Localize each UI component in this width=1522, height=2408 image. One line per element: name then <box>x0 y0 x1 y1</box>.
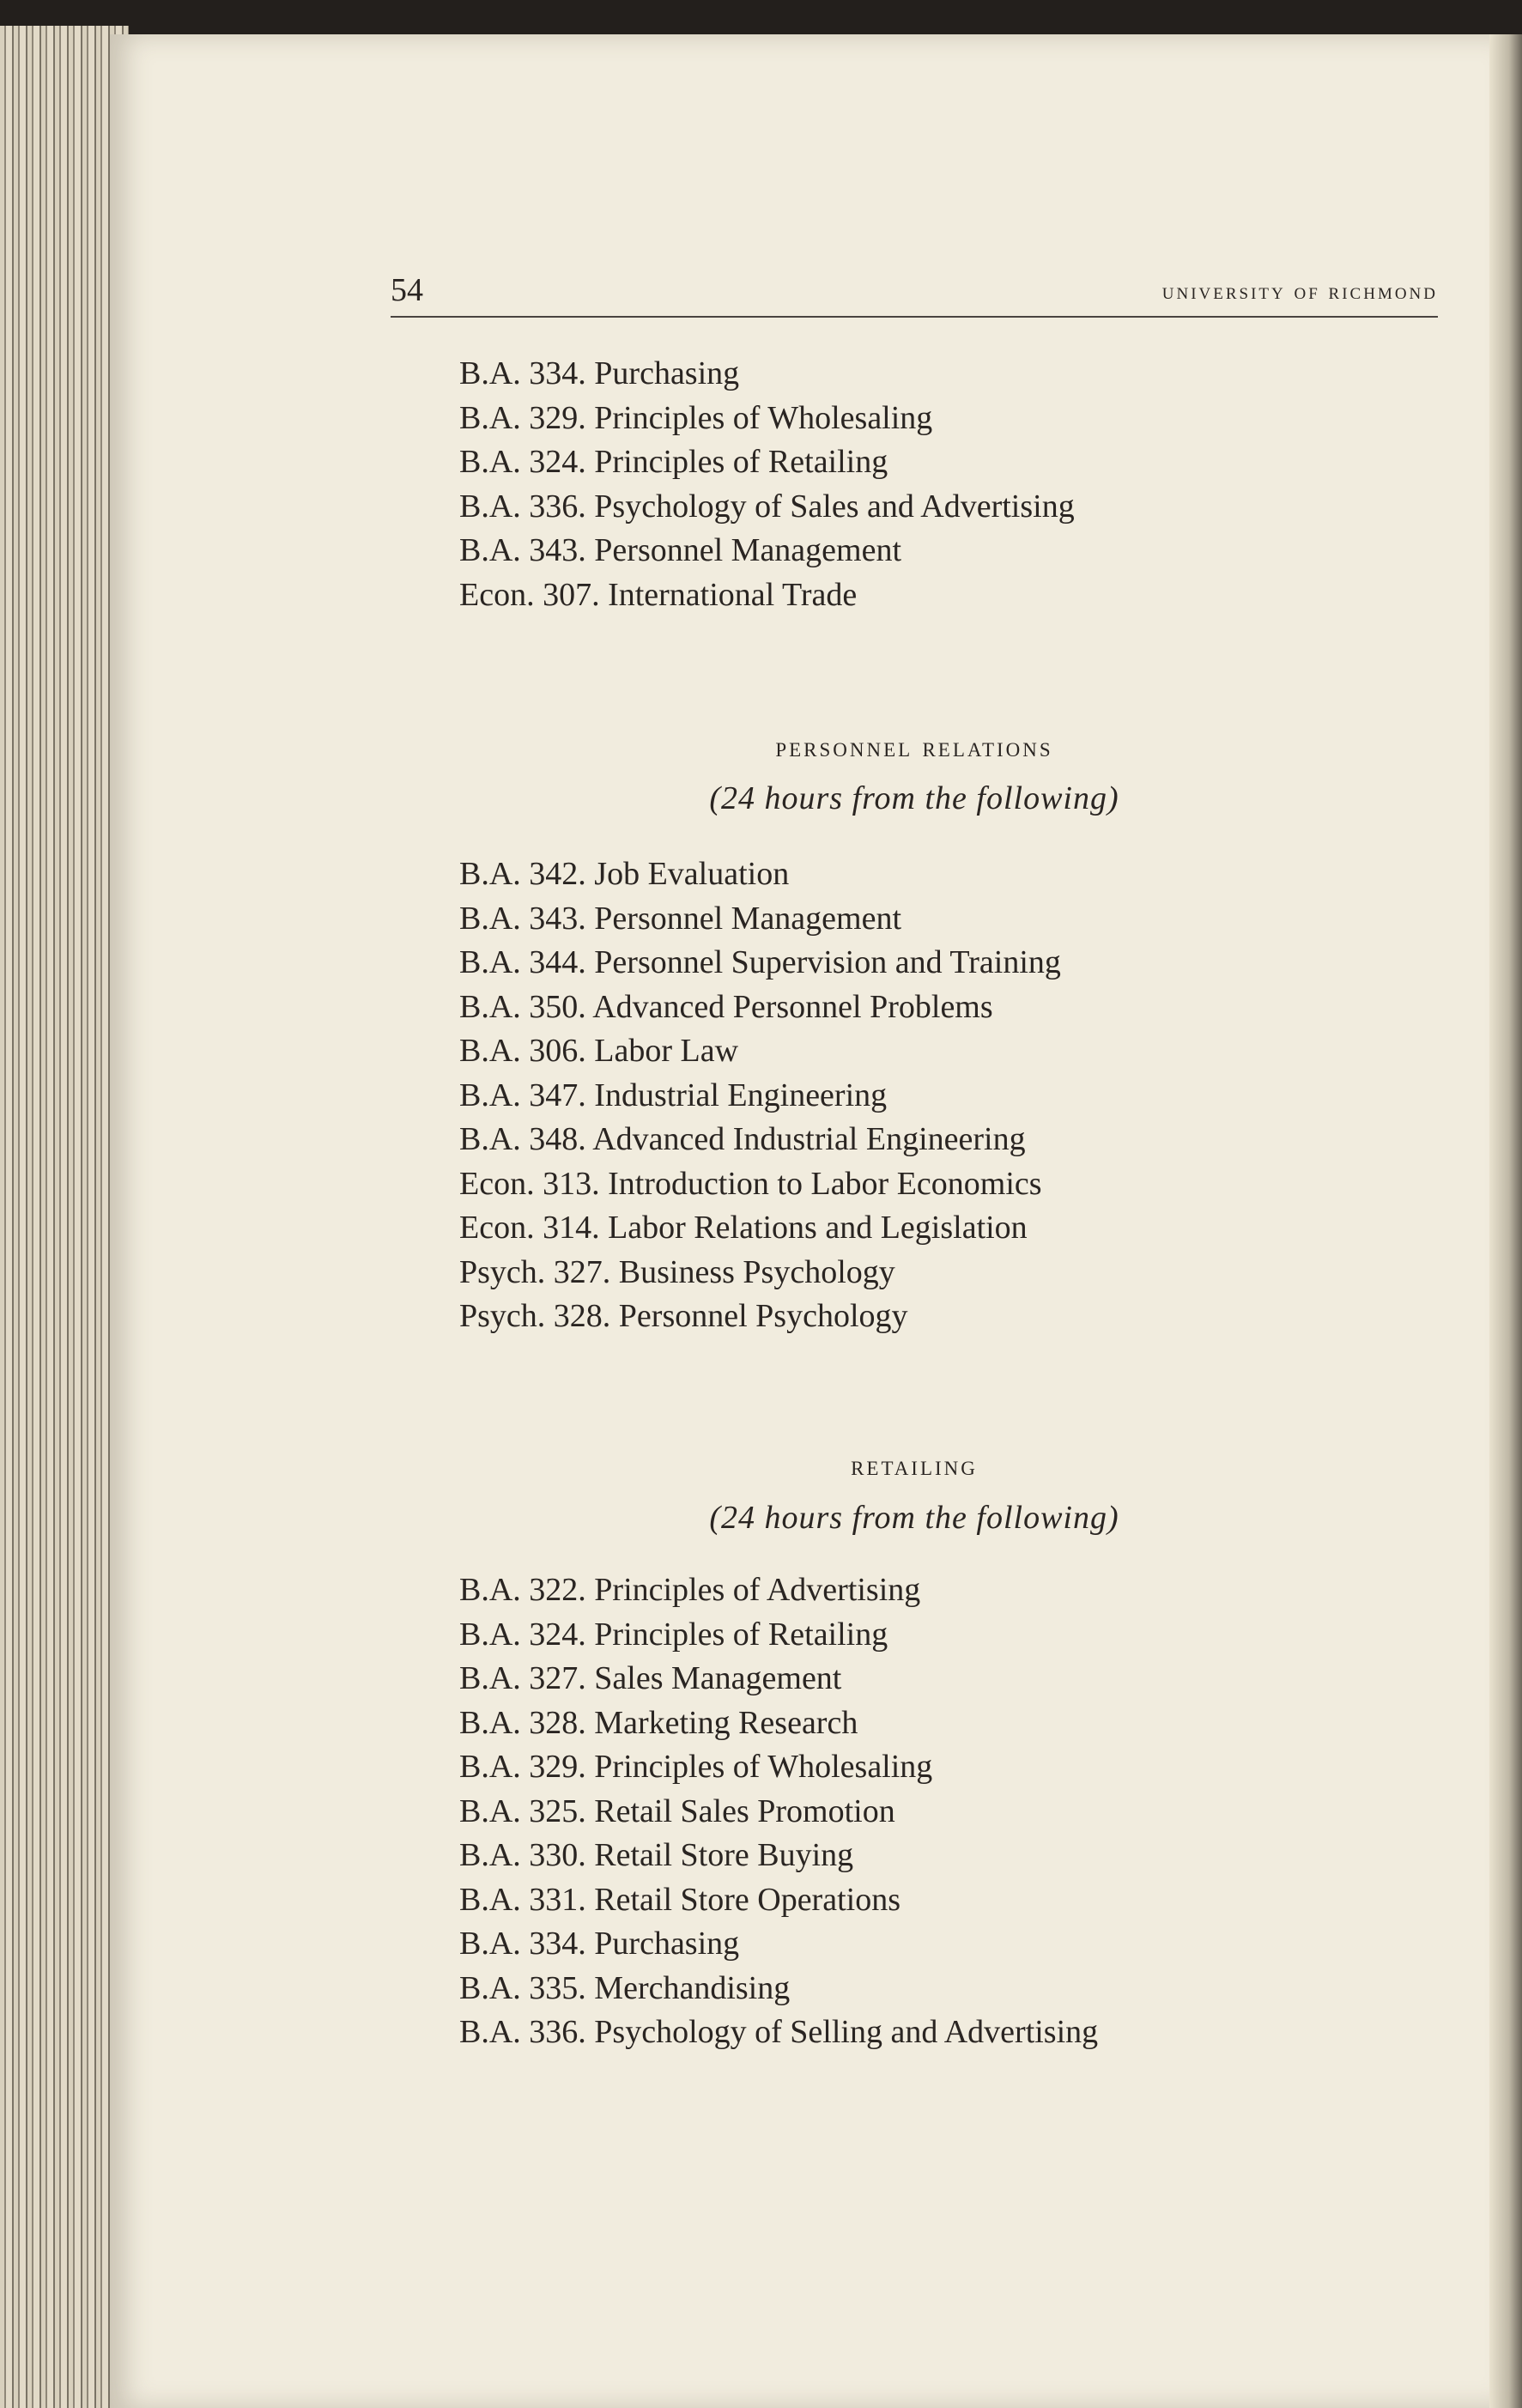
course-item: B.A. 324. Principles of Retailing <box>459 444 888 480</box>
course-item: B.A. 327. Sales Management <box>459 1660 842 1696</box>
course-item: B.A. 322. Principles of Advertising <box>459 1572 921 1608</box>
course-item: B.A. 330. Retail Store Buying <box>459 1837 854 1873</box>
course-item: B.A. 350. Advanced Personnel Problems <box>459 988 993 1025</box>
page-number: 54 <box>391 272 423 308</box>
course-item: Econ. 313. Introduction to Labor Economics <box>459 1165 1042 1202</box>
course-item: B.A. 329. Principles of Wholesaling <box>459 1749 933 1785</box>
section-subtitle-personnel-relations: (24 hours from the following) <box>709 780 1119 816</box>
course-item: Psych. 328. Personnel Psychology <box>459 1298 908 1334</box>
book-gutter-edge <box>1489 34 1522 2408</box>
course-item: Econ. 307. International Trade <box>459 576 858 613</box>
running-title: university of richmond <box>1161 278 1438 304</box>
course-item: Psych. 327. Business Psychology <box>459 1253 895 1290</box>
section-subtitle-retailing: (24 hours from the following) <box>709 1500 1119 1536</box>
course-item: B.A. 347. Industrial Engineering <box>459 1077 888 1113</box>
course-item: B.A. 334. Purchasing <box>459 355 740 391</box>
course-item: B.A. 336. Psychology of Selling and Advertising <box>459 2014 1099 2050</box>
course-item: B.A. 306. Labor Law <box>459 1033 739 1069</box>
running-head <box>391 271 1438 316</box>
course-list-personnel-relations <box>459 852 1061 1339</box>
course-item: B.A. 324. Principles of Retailing <box>459 1616 888 1653</box>
course-item: B.A. 348. Advanced Industrial Engineering <box>459 1121 1026 1157</box>
course-item: B.A. 329. Principles of Wholesaling <box>459 399 933 436</box>
course-item: B.A. 342. Job Evaluation <box>459 856 790 892</box>
course-item: Econ. 314. Labor Relations and Legislation <box>459 1210 1028 1246</box>
course-item: B.A. 344. Personnel Supervision and Training <box>459 944 1061 980</box>
course-item: B.A. 335. Merchandising <box>459 1969 791 2006</box>
course-item: B.A. 343. Personnel Management <box>459 900 902 937</box>
course-item: B.A. 334. Purchasing <box>459 1926 740 1962</box>
course-item: B.A. 331. Retail Store Operations <box>459 1881 900 1918</box>
course-item: B.A. 343. Personnel Management <box>459 532 902 568</box>
section-title-retailing: retailing <box>851 1451 978 1482</box>
section-title-personnel-relations: personnel relations <box>775 732 1053 763</box>
course-list-retailing <box>459 1568 1098 2055</box>
course-list-continued <box>459 352 1075 617</box>
course-item: B.A. 325. Retail Sales Promotion <box>459 1792 895 1829</box>
course-item: B.A. 328. Marketing Research <box>459 1704 858 1741</box>
header-rule <box>391 316 1438 318</box>
course-item: B.A. 336. Psychology of Sales and Advertising <box>459 488 1075 525</box>
